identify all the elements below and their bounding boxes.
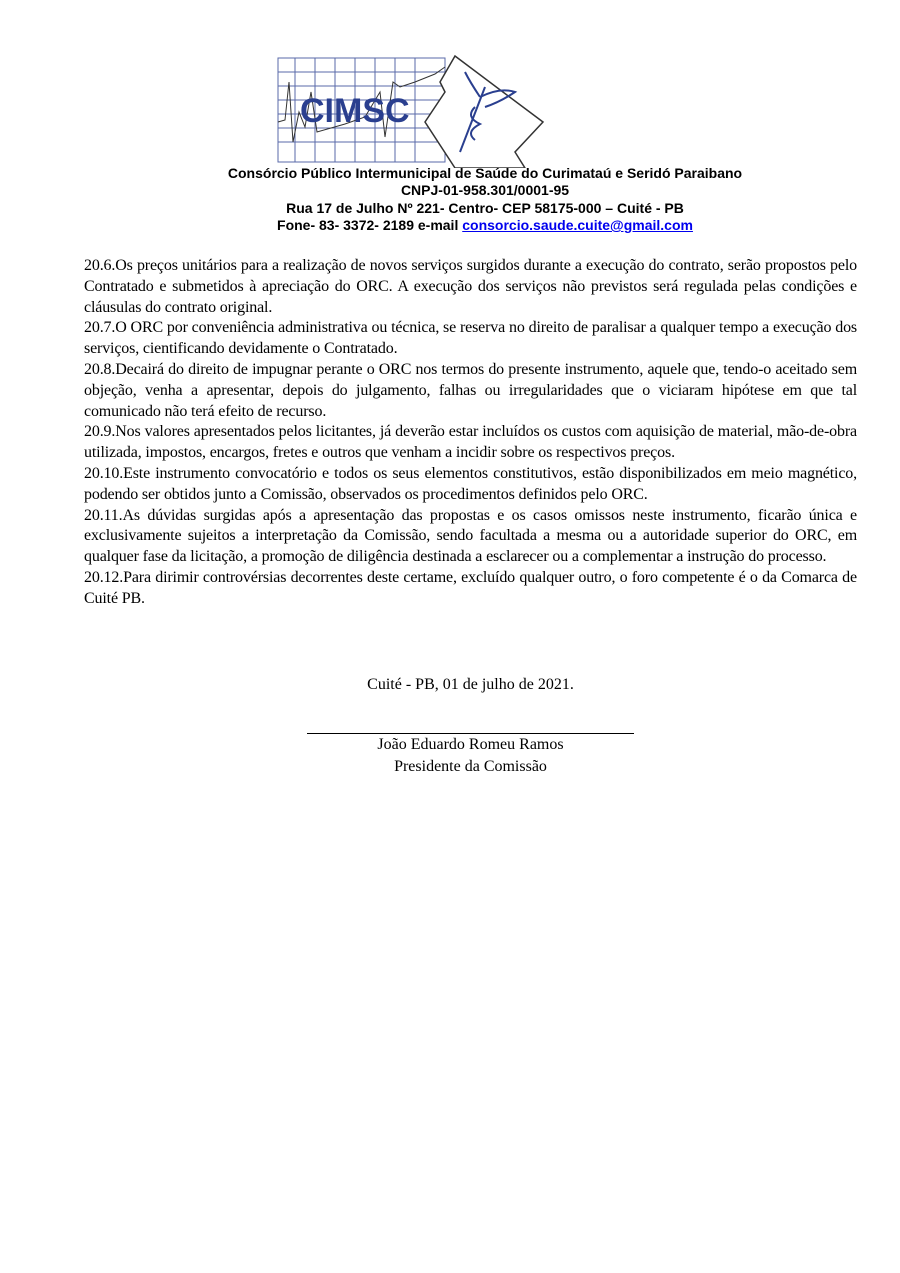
clause-20-10: 20.10.Este instrumento convocatório e todos os seus elementos constitutivos, estão disponibilizados em meio magnético, podendo ser obtidos junto a Comissão, observados os procedimentos definidos pelo ORC. xyxy=(84,464,857,503)
phone: Fone- 83- 3372- 2189 e-mail xyxy=(277,217,463,233)
signer-title: Presidente da Comissão xyxy=(394,758,547,775)
signature-line xyxy=(307,733,634,734)
cnpj: CNPJ-01-958.301/0001-95 xyxy=(400,182,570,198)
email-link[interactable]: consorcio.saude.cuite@gmail.com xyxy=(462,217,693,233)
clause-20-6: 20.6.Os preços unitários para a realização de novos serviços surgidos durante a execução do contrato, serão propostos pelo Contratado e submetidos à apreciação do ORC. A execução dos serviços não previstos será regulada pelas condições e cláusulas do contrato original. xyxy=(84,257,857,316)
place-date: Cuité - PB, 01 de julho de 2021. xyxy=(367,676,574,693)
signer-name: João Eduardo Romeu Ramos xyxy=(377,736,564,753)
clause-20-8: 20.8.Decairá do direito de impugnar perante o ORC nos termos do presente instrumento, aquele que, tendo-o aceitado sem objeção, venha a apresentar, depois do julgamento, falhas ou irregularidades que o viciaram hipótese em que tal comunicado não terá efeito de recurso. xyxy=(84,360,857,420)
cimsc-logo xyxy=(275,52,545,168)
clause-20-11: 20.11.As dúvidas surgidas após a apresentação das propostas e os casos omissos neste instrumento, ficarão única e exclusivamente sujeitos a interpretação da Comissão, sendo facultada a mesma ou a autoridade superior do ORC, em qualquer fase da licitação, a promoção de diligência destinada a esclarecer ou a complementar a instrução do processo. xyxy=(84,506,857,566)
org-name: Consórcio Público Intermunicipal de Saúde do Curimataú e Seridó Paraibano xyxy=(227,165,743,181)
clauses xyxy=(84,256,857,610)
contact-line xyxy=(0,217,900,234)
clause-20-9: 20.9.Nos valores apresentados pelos licitantes, já deverão estar incluídos os custos com aquisição de material, mão-de-obra utilizada, impostos, encargos, fretes e outros que venham a incidir sobre os respectivos preços. xyxy=(84,423,857,462)
logo-text: CIMSC xyxy=(300,92,410,130)
clause-20-12: 20.12.Para dirimir controvérsias decorrentes deste certame, excluído qualquer outro, o foro competente é o da Comarca de Cuité PB. xyxy=(84,568,857,607)
clause-20-7: 20.7.O ORC por conveniência administrativa ou técnica, se reserva no direito de paralisar a qualquer tempo a execução dos serviços, cientificando devidamente o Contratado. xyxy=(84,319,857,358)
address: Rua 17 de Julho Nº 221- Centro- CEP 58175-000 – Cuité - PB xyxy=(286,200,684,216)
